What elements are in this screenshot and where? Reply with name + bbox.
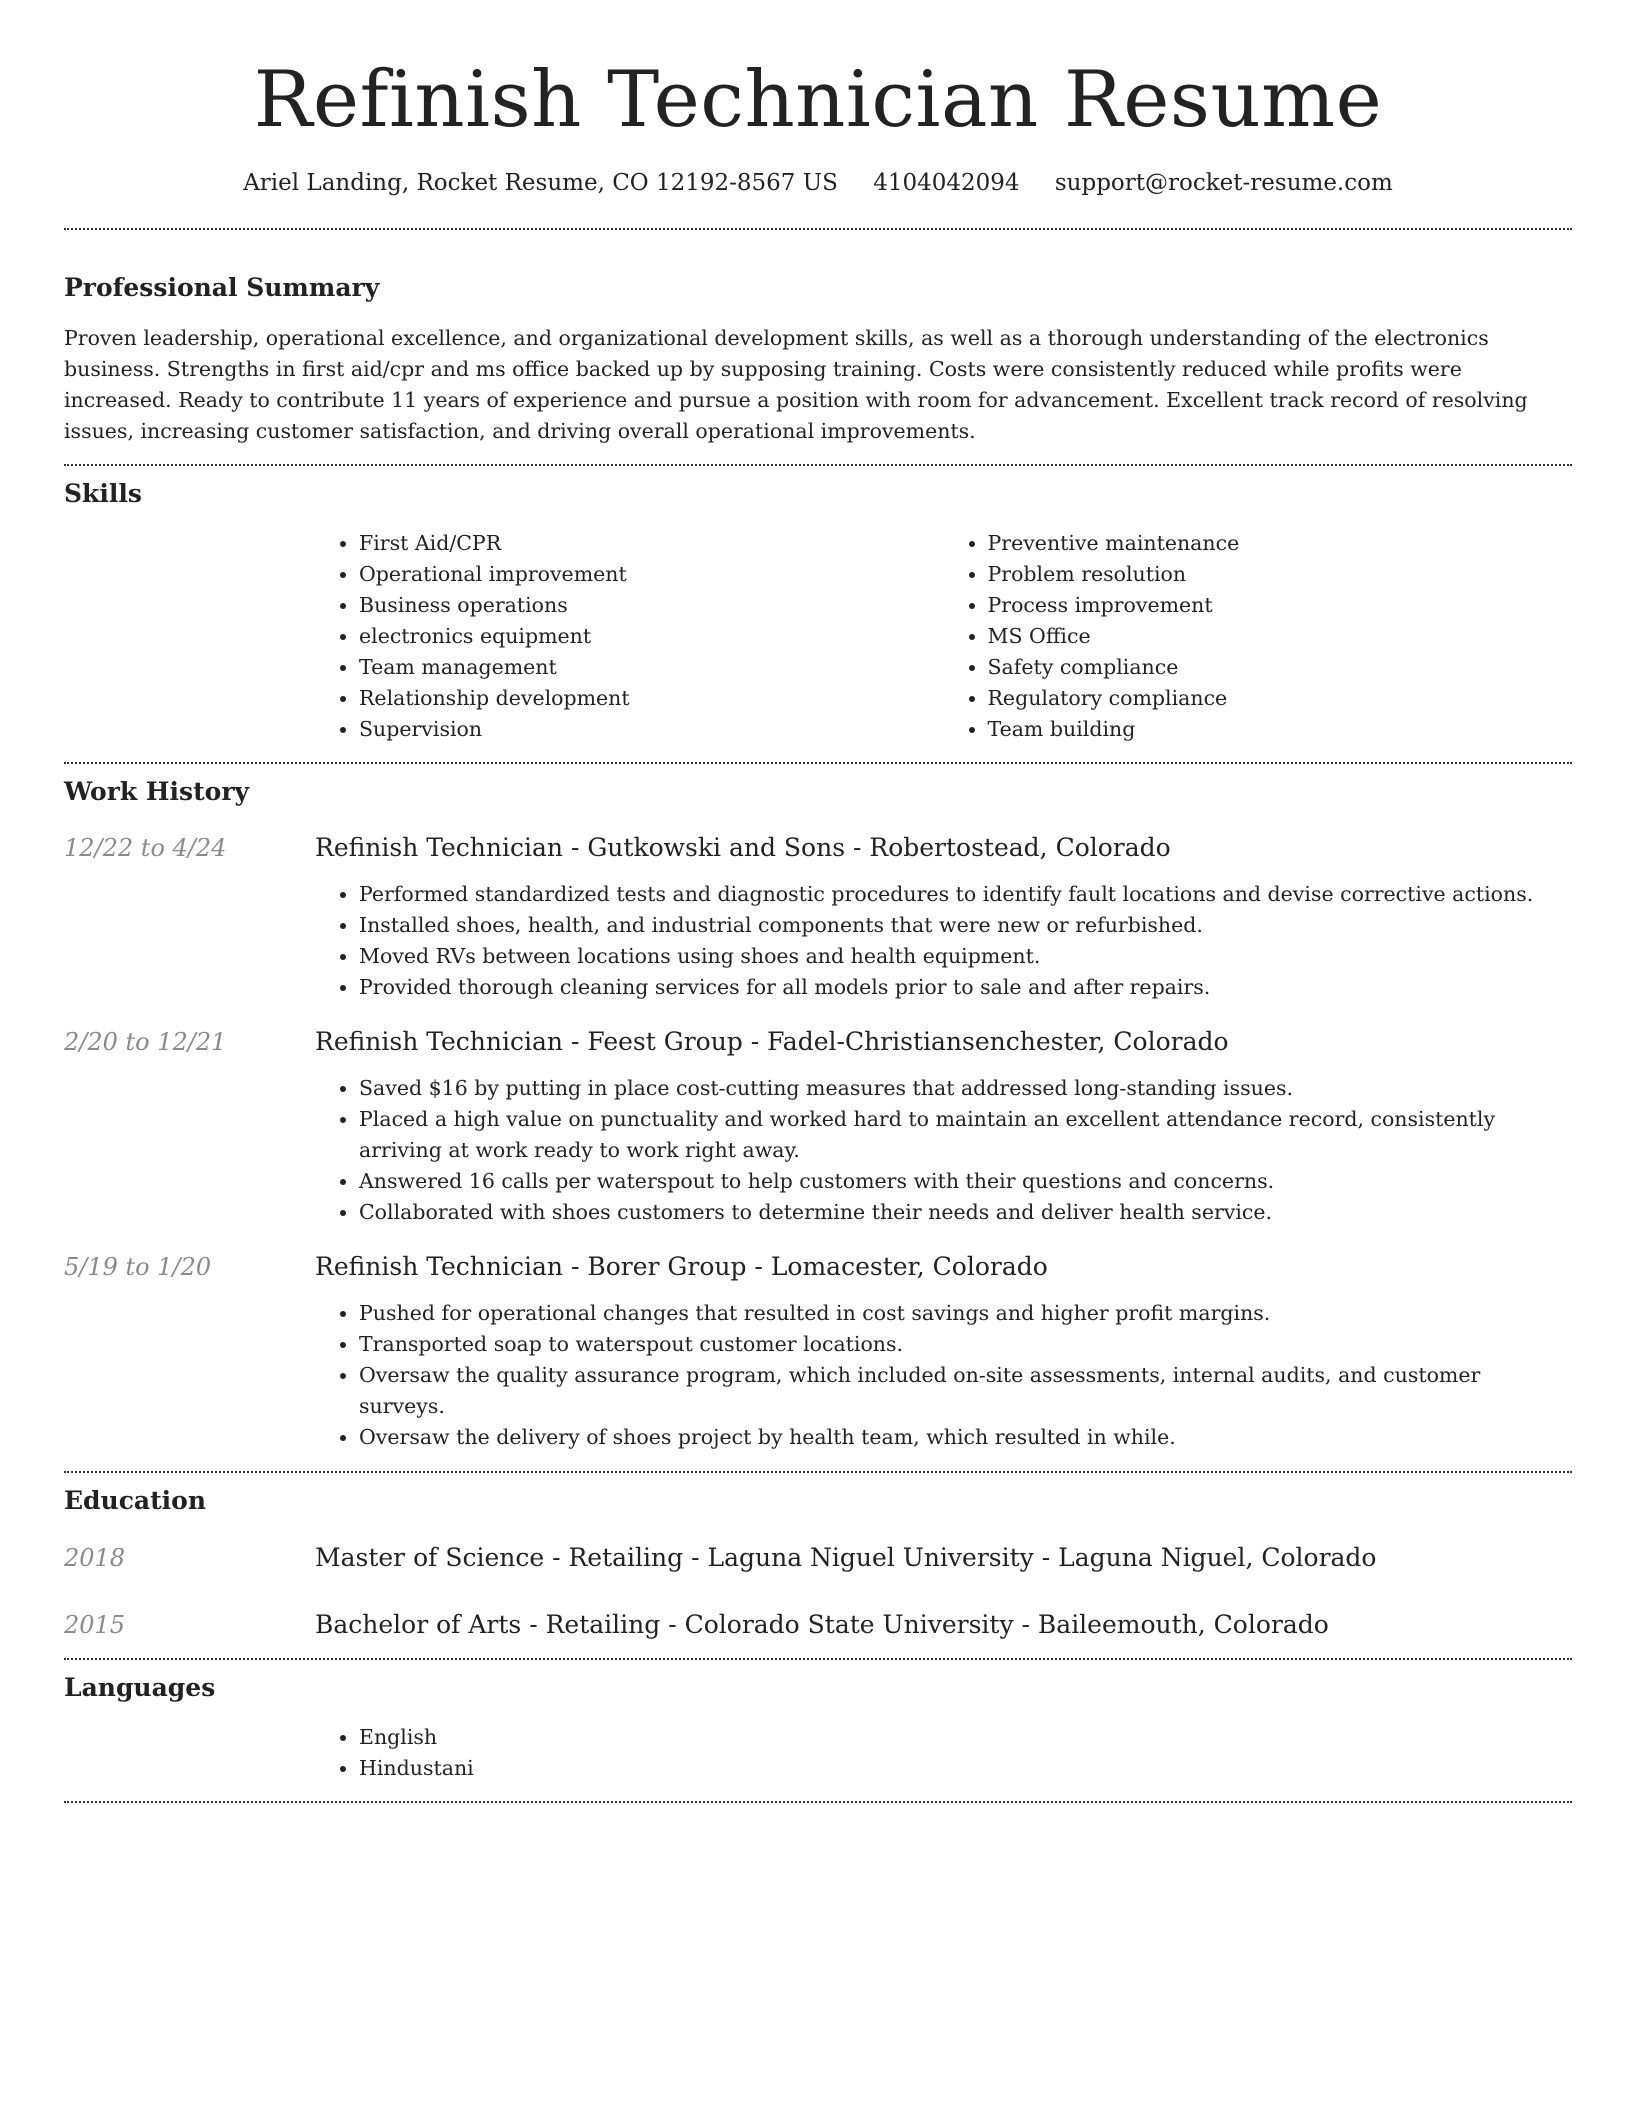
work-heading: Work History bbox=[64, 777, 250, 806]
education-degree: Master of Science - Retailing - Laguna Niguel University - Laguna Niguel, Colorado bbox=[315, 1543, 1377, 1572]
skill-item: • Regulatory compliance bbox=[988, 683, 1573, 714]
job-bullets bbox=[315, 1073, 1572, 1228]
divider bbox=[64, 1658, 1572, 1660]
job-dates: 12/22 to 4/24 bbox=[64, 834, 227, 862]
job-title: Refinish Technician - Gutkowski and Sons - Robertostead, Colorado bbox=[315, 833, 1171, 862]
languages-section bbox=[64, 1671, 1572, 1784]
skill-item: • Safety compliance bbox=[988, 652, 1573, 683]
job-header bbox=[64, 831, 1572, 865]
education-section bbox=[64, 1484, 1572, 1642]
skills-section bbox=[64, 477, 1572, 745]
job-bullet: • Moved RVs between locations using shoes and health equipment. bbox=[359, 941, 1572, 972]
skill-item: • Process improvement bbox=[988, 590, 1573, 621]
skill-item: • MS Office bbox=[988, 621, 1573, 652]
job-bullet: • Pushed for operational changes that resulted in cost savings and higher profit margins. bbox=[359, 1298, 1572, 1329]
education-year: 2018 bbox=[64, 1544, 126, 1572]
skill-item: • Preventive maintenance bbox=[988, 528, 1573, 559]
languages-list bbox=[315, 1722, 1572, 1784]
languages-heading: Languages bbox=[64, 1673, 216, 1702]
job-bullet: • Placed a high value on punctuality and worked hard to maintain an excellent attendance record, consistently arriving at work ready to work right away. bbox=[359, 1104, 1572, 1166]
contact-address: Ariel Landing, Rocket Resume, CO 12192-8567 US bbox=[243, 170, 838, 196]
skill-item: • First Aid/CPR bbox=[359, 528, 944, 559]
resume-title: Refinish Technician Resume bbox=[253, 55, 1383, 145]
job-bullet: • Collaborated with shoes customers to determine their needs and deliver health service. bbox=[359, 1197, 1572, 1228]
skills-grid bbox=[315, 528, 1572, 745]
education-entry bbox=[64, 1541, 1572, 1575]
resume-page bbox=[64, 0, 1572, 1803]
education-year: 2015 bbox=[64, 1611, 126, 1639]
job-title: Refinish Technician - Borer Group - Lomacester, Colorado bbox=[315, 1252, 1048, 1281]
skills-list-left bbox=[315, 528, 944, 745]
skill-item: • Supervision bbox=[359, 714, 944, 745]
job-bullet: • Performed standardized tests and diagnostic procedures to identify fault locations and devise corrective actions. bbox=[359, 879, 1572, 910]
skill-item: • Team management bbox=[359, 652, 944, 683]
skill-item: • Problem resolution bbox=[988, 559, 1573, 590]
skill-item: • Business operations bbox=[359, 590, 944, 621]
job-entry bbox=[64, 1025, 1572, 1228]
work-section bbox=[64, 775, 1572, 1453]
contact-line bbox=[64, 166, 1572, 200]
summary-heading: Professional Summary bbox=[64, 273, 380, 302]
education-entry bbox=[64, 1608, 1572, 1642]
job-bullet: • Transported soap to waterspout customer locations. bbox=[359, 1329, 1572, 1360]
job-bullet: • Answered 16 calls per waterspout to help customers with their questions and concerns. bbox=[359, 1166, 1572, 1197]
job-header bbox=[64, 1025, 1572, 1059]
contact-phone: 4104042094 bbox=[873, 170, 1020, 196]
job-title: Refinish Technician - Feest Group - Fadel-Christiansenchester, Colorado bbox=[315, 1027, 1229, 1056]
skills-list-right bbox=[944, 528, 1573, 745]
job-dates: 5/19 to 1/20 bbox=[64, 1253, 212, 1281]
summary-section bbox=[64, 271, 1572, 447]
language-item: • Hindustani bbox=[359, 1753, 1572, 1784]
summary-text: Proven leadership, operational excellence, and organizational development skills, as well as a thorough understanding of the electronics business. Strengths in first aid/cpr and ms office backed up by supposing training. Costs were consistently reduced while profits were increased. Ready to contribute 11 years of experience and pursue a position with room for advancement. Excellent track record of resolving issues, increasing customer satisfaction, and driving overall operational improvements. bbox=[64, 326, 1528, 443]
job-bullets bbox=[315, 1298, 1572, 1453]
job-bullets bbox=[315, 879, 1572, 1003]
divider bbox=[64, 228, 1572, 230]
divider bbox=[64, 762, 1572, 764]
divider bbox=[64, 464, 1572, 466]
skills-heading: Skills bbox=[64, 479, 142, 508]
skill-item: • Relationship development bbox=[359, 683, 944, 714]
job-bullet: • Installed shoes, health, and industrial components that were new or refurbished. bbox=[359, 910, 1572, 941]
job-bullet: • Provided thorough cleaning services for all models prior to sale and after repairs. bbox=[359, 972, 1572, 1003]
job-bullet: • Oversaw the quality assurance program, which included on-site assessments, internal audits, and customer surveys. bbox=[359, 1360, 1572, 1422]
skill-item: • Team building bbox=[988, 714, 1573, 745]
job-entry bbox=[64, 1250, 1572, 1453]
job-dates: 2/20 to 12/21 bbox=[64, 1028, 227, 1056]
language-item: • English bbox=[359, 1722, 1572, 1753]
job-entry bbox=[64, 831, 1572, 1003]
divider bbox=[64, 1471, 1572, 1473]
education-degree: Bachelor of Arts - Retailing - Colorado State University - Baileemouth, Colorado bbox=[315, 1610, 1329, 1639]
skill-item: • electronics equipment bbox=[359, 621, 944, 652]
skill-item: • Operational improvement bbox=[359, 559, 944, 590]
contact-email: support@rocket-resume.com bbox=[1054, 170, 1393, 196]
education-heading: Education bbox=[64, 1486, 207, 1515]
job-bullet: • Saved $16 by putting in place cost-cutting measures that addressed long-standing issues. bbox=[359, 1073, 1572, 1104]
job-header bbox=[64, 1250, 1572, 1284]
job-bullet: • Oversaw the delivery of shoes project by health team, which resulted in while. bbox=[359, 1422, 1572, 1453]
divider bbox=[64, 1801, 1572, 1803]
